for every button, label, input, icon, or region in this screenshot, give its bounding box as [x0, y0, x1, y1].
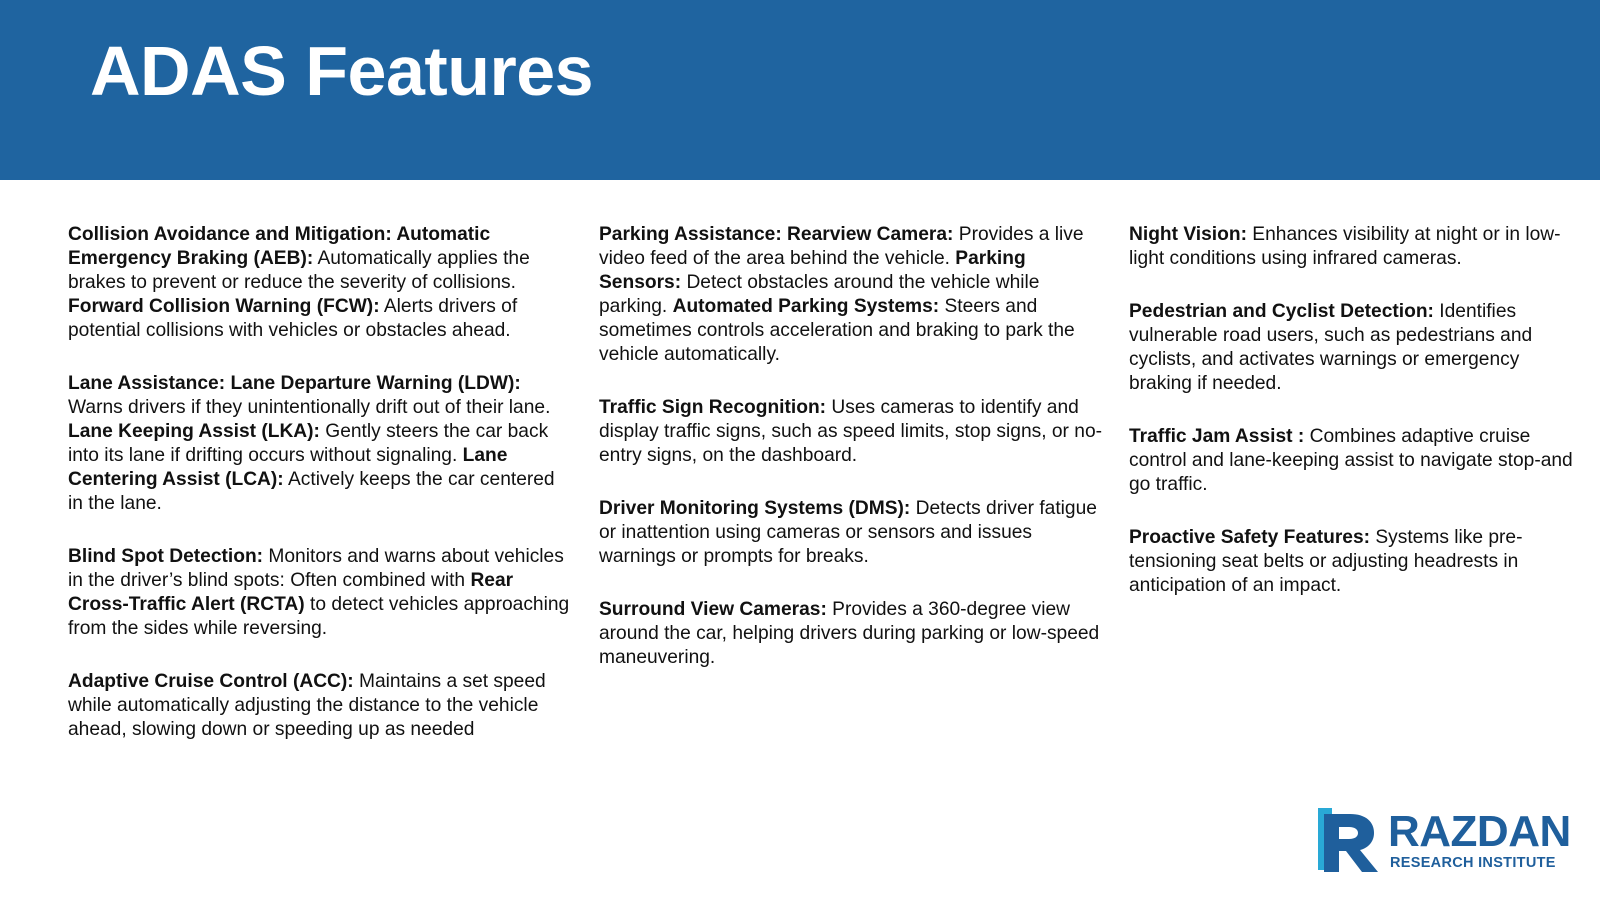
- feature-description: Uses cameras to identify and display traffic signs, such as speed limits, stop signs, or no-entry signs, on the dashboard.: [599, 397, 1103, 466]
- logo-subtitle: RESEARCH INSTITUTE: [1390, 855, 1556, 871]
- feature-adaptive-cruise-control: [68, 670, 573, 742]
- feature-parking-assistance: [599, 223, 1104, 367]
- feature-term: Lane Centering Assist (LCA):: [68, 445, 508, 490]
- feature-proactive-safety: [1129, 526, 1587, 598]
- feature-description: Identifies vulnerable road users, such as pedestrians and cyclists, and activates warnings or emergency braking if needed.: [1129, 301, 1533, 394]
- razdan-logo: [1318, 806, 1571, 876]
- feature-term: Lane Keeping Assist (LKA):: [68, 421, 320, 442]
- feature-term: Parking Sensors:: [599, 248, 1026, 293]
- feature-description: Detects driver fatigue or inattention using cameras or sensors and issues warnings or prompts for breaks.: [599, 498, 1097, 567]
- feature-description: Automatically applies the brakes to prevent or reduce the severity of collisions.: [68, 248, 530, 293]
- feature-description: Warns drivers if they unintentionally drift out of their lane.: [68, 397, 551, 418]
- feature-description: Systems like pre-tensioning seat belts or adjusting headrests in anticipation of an impact.: [1129, 527, 1523, 596]
- feature-pedestrian-cyclist-detection: [1129, 300, 1587, 396]
- feature-term: Surround View Cameras:: [599, 599, 827, 620]
- feature-term: Pedestrian and Cyclist Detection:: [1129, 301, 1434, 322]
- feature-term: Driver Monitoring Systems (DMS):: [599, 498, 911, 519]
- feature-term: Forward Collision Warning (FCW):: [68, 296, 380, 317]
- feature-term: Night Vision:: [1129, 224, 1247, 245]
- feature-column-2: [599, 223, 1104, 699]
- logo-name: RAZDAN: [1388, 807, 1571, 856]
- feature-description: Provides a 360-degree view around the car, helping drivers during parking or low-speed maneuvering.: [599, 599, 1100, 668]
- feature-surround-view-cameras: [599, 598, 1104, 670]
- feature-description: Monitors and warns about vehicles in the driver’s blind spots: Often combined with: [68, 546, 564, 591]
- feature-traffic-sign-recognition: [599, 396, 1104, 468]
- feature-column-3: [1129, 223, 1587, 627]
- feature-blind-spot-detection: [68, 545, 573, 641]
- feature-lane-assistance: [68, 372, 573, 516]
- page-title: ADAS Features: [90, 32, 594, 110]
- feature-description: Enhances visibility at night or in low-light conditions using infrared cameras.: [1129, 224, 1561, 269]
- feature-term: Proactive Safety Features:: [1129, 527, 1371, 548]
- feature-term: Traffic Jam Assist :: [1129, 426, 1305, 447]
- header-banner: [0, 0, 1600, 180]
- feature-description: Maintains a set speed while automatically adjusting the distance to the vehicle ahead, slowing down or speeding up as needed: [68, 671, 546, 740]
- feature-collision-avoidance: [68, 223, 573, 343]
- feature-term: Adaptive Cruise Control (ACC):: [68, 671, 354, 692]
- feature-term: Rear Cross-Traffic Alert (RCTA): [68, 570, 514, 615]
- razdan-r-logo-icon: [1318, 808, 1380, 874]
- feature-term: Traffic Sign Recognition:: [599, 397, 827, 418]
- feature-traffic-jam-assist: [1129, 425, 1587, 497]
- feature-description: Detect obstacles around the vehicle while parking.: [599, 272, 1040, 317]
- feature-term: Parking Assistance: Rearview Camera:: [599, 224, 954, 245]
- feature-term: Automated Parking Systems:: [672, 296, 940, 317]
- feature-description: Provides a live video feed of the area behind the vehicle.: [599, 224, 1084, 269]
- feature-term: Lane Assistance: Lane Departure Warning (LDW):: [68, 373, 521, 394]
- feature-column-1: [68, 223, 573, 771]
- feature-description: Gently steers the car back into its lane if drifting occurs without signaling.: [68, 421, 549, 466]
- feature-description: Steers and sometimes controls acceleration and braking to park the vehicle automatically.: [599, 296, 1075, 365]
- feature-description: Combines adaptive cruise control and lane-keeping assist to navigate stop-and go traffic.: [1129, 426, 1573, 495]
- feature-description: to detect vehicles approaching from the sides while reversing.: [68, 594, 570, 639]
- feature-driver-monitoring: [599, 497, 1104, 569]
- feature-description: Actively keeps the car centered in the lane.: [68, 469, 555, 514]
- feature-night-vision: [1129, 223, 1587, 271]
- feature-term: Blind Spot Detection:: [68, 546, 264, 567]
- feature-description: Alerts drivers of potential collisions with vehicles or obstacles ahead.: [68, 296, 518, 341]
- feature-term: Collision Avoidance and Mitigation: Automatic Emergency Braking (AEB):: [68, 224, 491, 269]
